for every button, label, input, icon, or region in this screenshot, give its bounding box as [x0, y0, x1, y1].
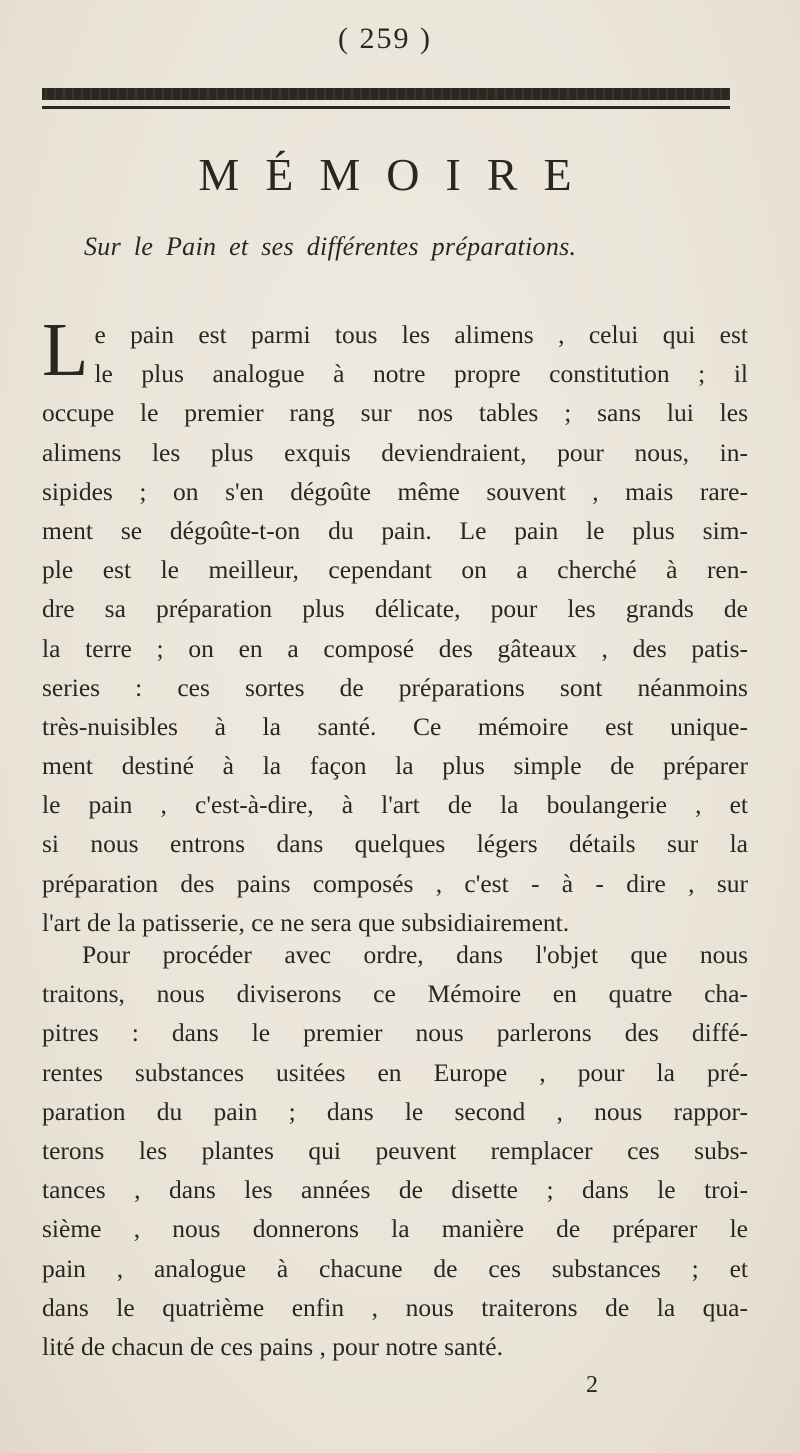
header-rule-thin: [42, 106, 730, 109]
paragraph-1: [42, 308, 748, 942]
paragraph-1-line: très-nuisibles à la santé. Ce mémoire est unique-: [42, 711, 748, 741]
paragraph-1-line: e pain est parmi tous les alimens , celui qui est: [94, 320, 748, 349]
paragraph-1-line: le plus analogue à notre propre constitution ; il: [94, 359, 748, 389]
paragraph-1-line: préparation des pains composés , c'est - à - dire , sur: [42, 868, 748, 898]
paragraph-2-line: dans le quatrième enfin , nous traiterons de la qua-: [42, 1292, 748, 1322]
paragraph-1-line: ple est le meilleur, cependant on a cherché à ren-: [42, 555, 748, 585]
paragraph-2-line: paration du pain ; dans le second , nous rappor-: [42, 1096, 748, 1126]
paragraph-1-line: series : ces sortes de préparations sont néanmoins: [42, 672, 748, 702]
paragraph-1-line: alimens les plus exquis deviendraient, pour nous, in-: [42, 437, 748, 467]
paragraph-2-line: terons les plantes qui peuvent remplacer ces subs-: [42, 1135, 748, 1165]
paragraph-1-line: le pain , c'est-à-dire, à l'art de la boulangerie , et: [42, 790, 748, 820]
paragraph-1-line: dre sa préparation plus délicate, pour les grands de: [42, 594, 748, 624]
paragraph-1-line: ment se dégoûte-t-on du pain. Le pain le plus sim-: [42, 515, 748, 545]
paragraph-1-line: l'art de la patisserie, ce ne sera que subsidiairement.: [42, 907, 570, 937]
header-rule-thick: [42, 88, 730, 100]
signature-mark: 2: [586, 1372, 598, 1398]
paragraph-2-line: pitres : dans le premier nous parlerons des diffé-: [42, 1018, 748, 1048]
paragraph-2-line: rentes substances usitées en Europe , pour la pré-: [42, 1057, 748, 1087]
memoir-heading: MÉMOIRE: [198, 149, 598, 200]
paragraph-1-line: occupe le premier rang sur nos tables ; sans lui les: [42, 398, 748, 428]
paragraph-1-line: ment destiné à la façon la plus simple de préparer: [42, 751, 748, 781]
paragraph-2-line: sième , nous donnerons la manière de préparer le: [42, 1214, 748, 1244]
paragraph-2-line: tances , dans les années de disette ; dans le troi-: [42, 1175, 748, 1205]
paragraph-2-line: lité de chacun de ces pains , pour notre santé.: [42, 1331, 503, 1361]
paragraph-2-line: pain , analogue à chacune de ces substances ; et: [42, 1253, 748, 1283]
paragraph-1-line: la terre ; on en a composé des gâteaux , des patis-: [42, 633, 748, 663]
paragraph-2: [42, 935, 748, 1366]
paragraph-1-line: sipides ; on s'en dégoûte même souvent , mais rare-: [42, 476, 748, 506]
page-number: ( 259 ): [338, 22, 432, 55]
paragraph-2-line: Pour procéder avec ordre, dans l'objet que nous: [82, 940, 748, 969]
memoir-subheading: Sur le Pain et ses différentes préparations.: [84, 232, 577, 261]
paragraph-2-line: traitons, nous diviserons ce Mémoire en quatre cha-: [42, 979, 748, 1009]
paragraph-1-line: si nous entrons dans quelques légers détails sur la: [42, 829, 748, 859]
drop-cap: L: [42, 308, 89, 392]
